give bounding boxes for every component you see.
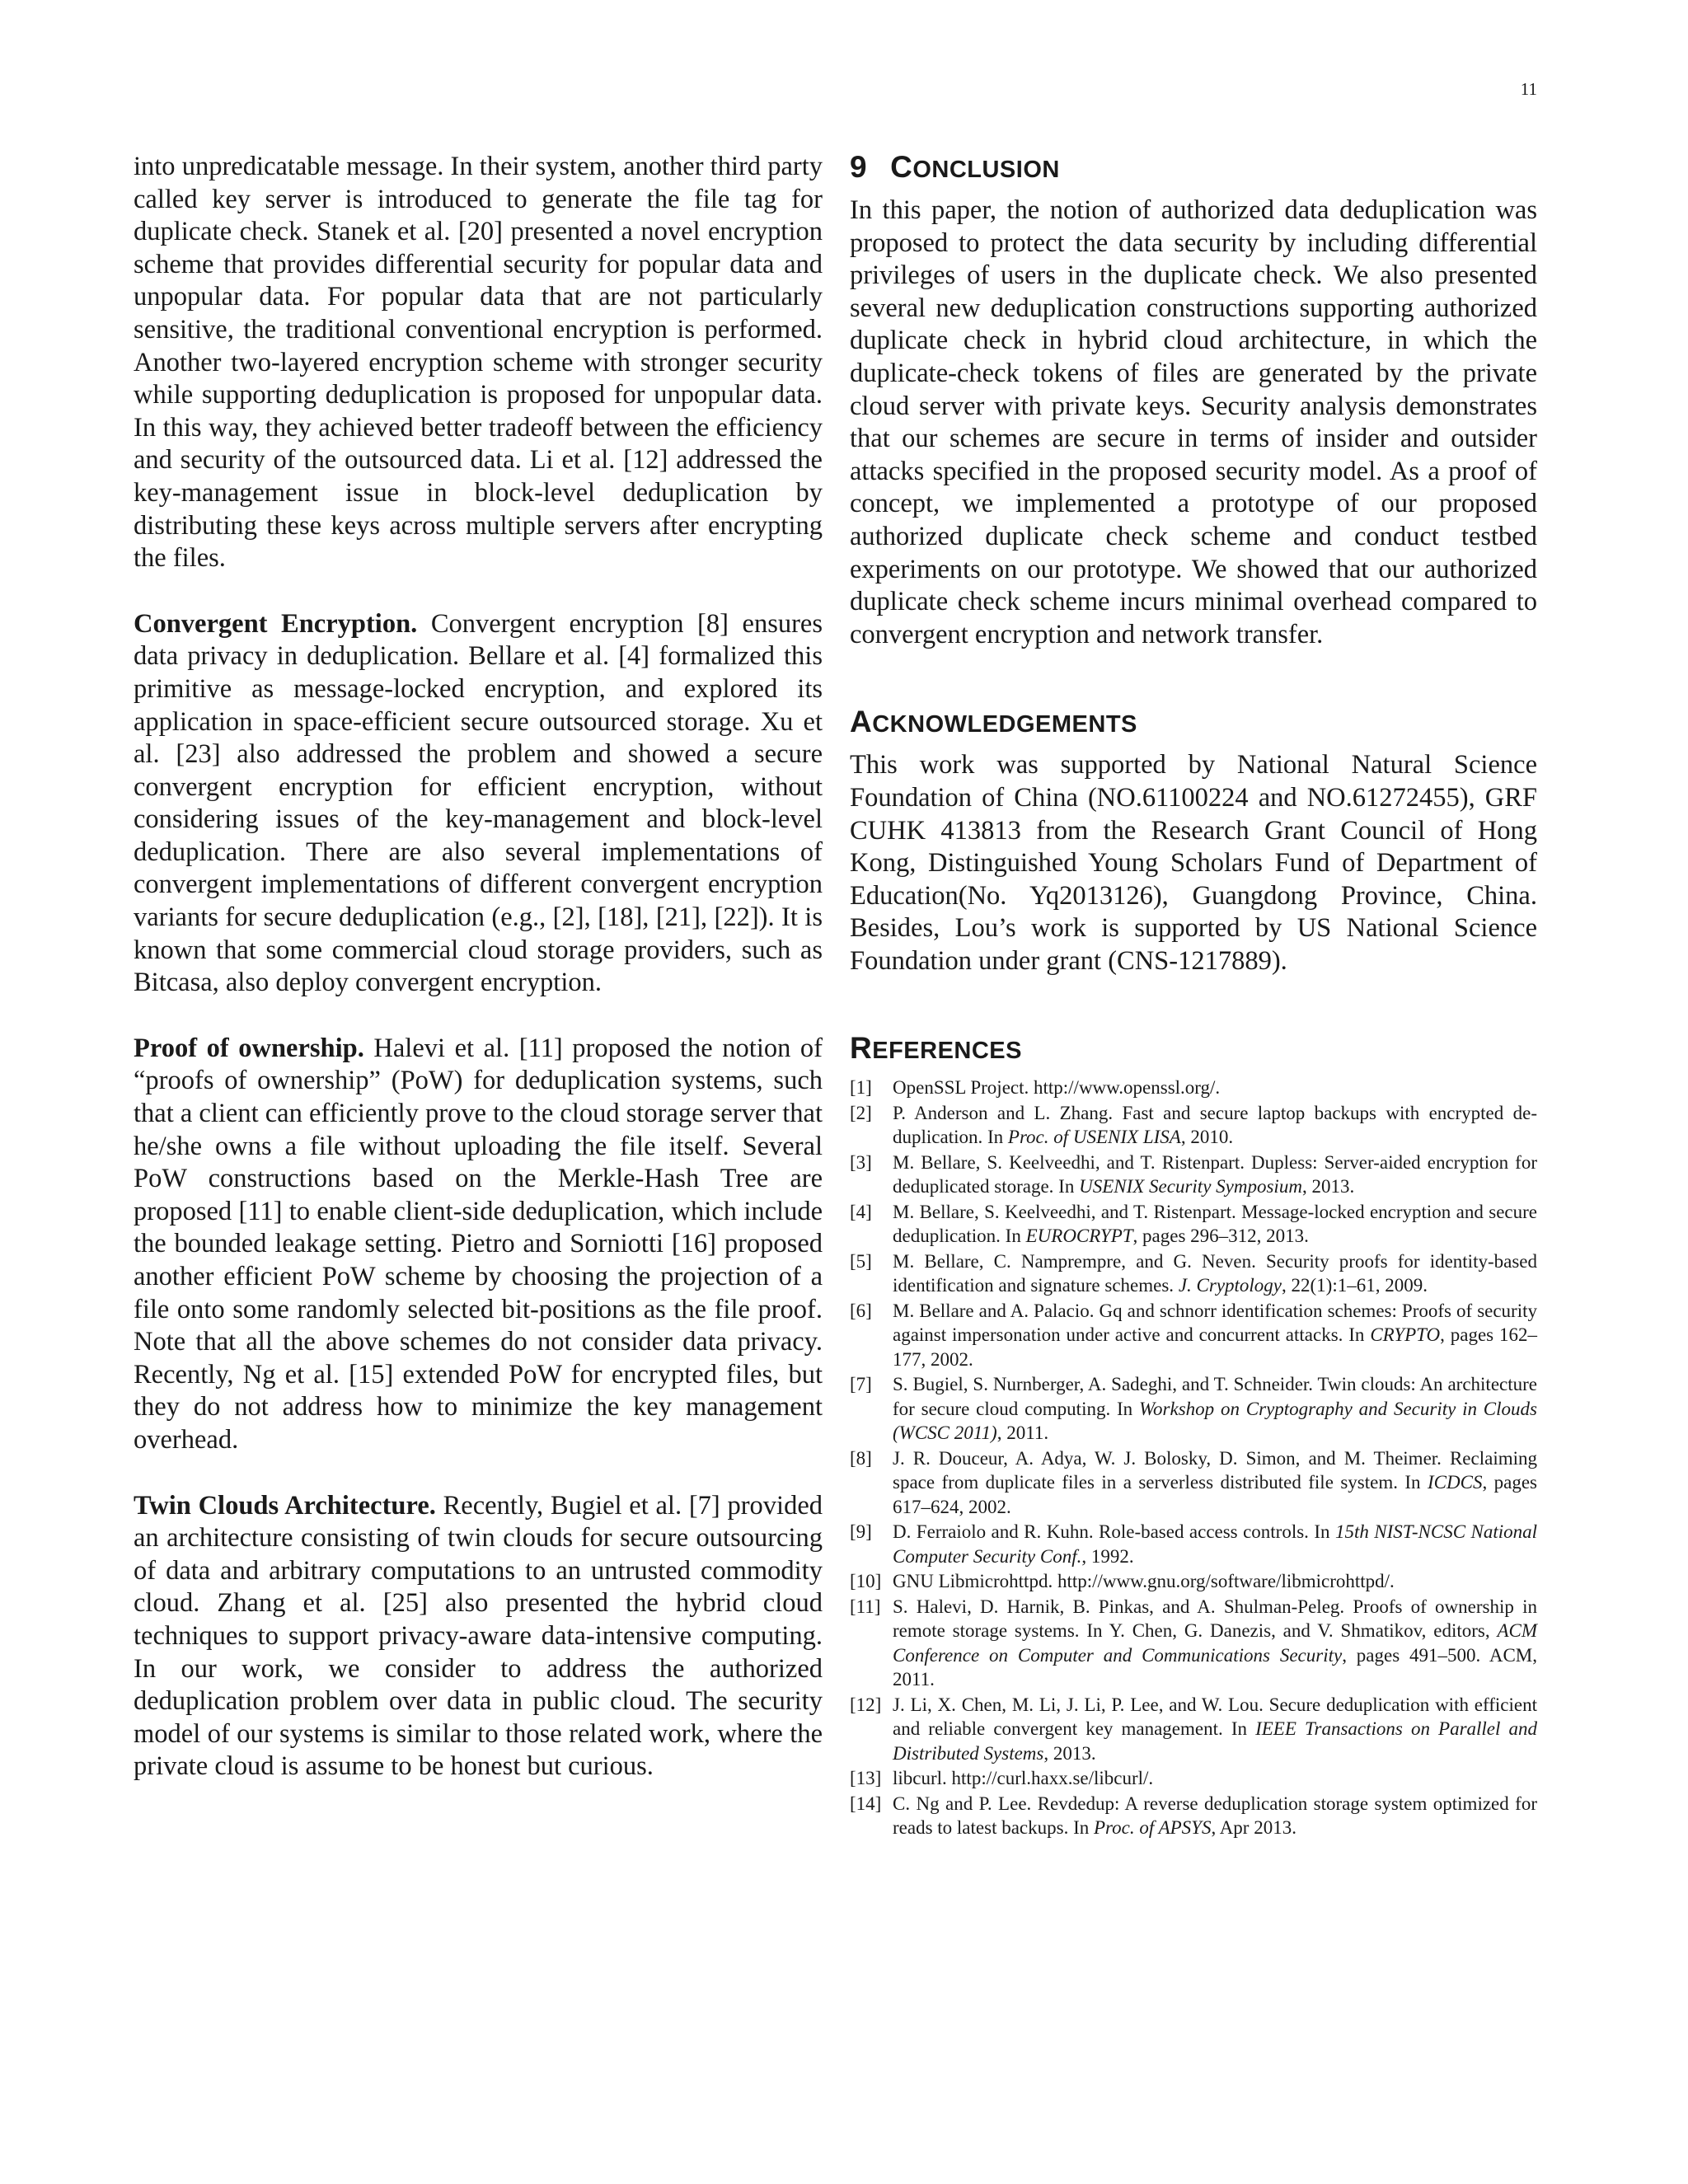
references-list (850, 1076, 1537, 1840)
acknowledgements-text: This work was supported by National Natural Science Foundation of China (NO.61100224 and NO.61272455), GRF CUHK 413813 from the Research Grant Council of Hong Kong, Distinguished Young Scholars Fund of Department of Education(No. Yq2013126), Guangdong Province, China. Besides, Lou’s work is supported by US National Science Foundation under grant (CNS-1217889). (850, 750, 1537, 976)
reference-item: [14] C. Ng and P. Lee. Revdedup: A reverse deduplication storage system optimized for reads to latest backups. In Proc. of APSYS, Apr 2013. (850, 1793, 1537, 1839)
reference-item: [13] libcurl. http://curl.haxx.se/libcurl/. (850, 1768, 1154, 1789)
reference-item: [7] S. Bugiel, S. Nurnberger, A. Sadeghi, and T. Schneider. Twin clouds: An architecture for secure cloud computing. In Workshop on Cryptography and Security in Clouds (WCSC 2011), 2011. (850, 1374, 1537, 1444)
conclusion-text: In this paper, the notion of authorized data deduplication was proposed to protect the data security by including differential privileges of users in the duplicate check. We also presented several new deduplication constructions supporting authorized duplicate check in hybrid cloud architecture, in which the duplicate-check tokens of files are generated by the private cloud server with private keys. Security analysis demonstrates that our schemes are secure in terms of insider and outsider attacks specified in the proposed security model. As a proof of concept, we implemented a prototype of our proposed authorized duplicate check scheme and conduct testbed experiments on our prototype. We showed that our authorized duplicate check scheme incurs minimal overhead compared to convergent encryption and network transfer. (850, 195, 1537, 649)
convergent-encryption-text: Convergent encryption [8] ensures data privacy in deduplication. Bellare et al. [4] formalized this primitive as message-locked encryption, and explored its application in space-efficient secure outsourced storage. Xu et al. [23] also addressed the problem and showed a secure convergent encryption for efficient encryption, without considering issues of the key-management and block-level deduplication. There are also several implementations of convergent implementations of different convergent encryption variants for secure deduplication (e.g., [2], [18], [21], [22]). It is known that some commercial cloud storage providers, such as Bitcasa, also deploy convergent encryption. (134, 608, 823, 998)
reference-item: [9] D. Ferraiolo and R. Kuhn. Role-based access controls. In 15th NIST-NCSC National Computer Security Conf., 1992. (850, 1521, 1537, 1567)
reference-item: [11] S. Halevi, D. Harnik, B. Pinkas, and A. Shulman-Peleg. Proofs of ownership in remote storage systems. In Y. Chen, G. Danezis, and V. Shmatikov, editors, ACM Conference on Computer and Communications Security, pages 491–500. ACM, 2011. (850, 1596, 1537, 1690)
intro-paragraph: into unpredicatable message. In their system, another third party called key server is introduced to generate the file tag for duplicate check. Stanek et al. [20] presented a novel encryption scheme that provides differential security for popular data and unpopular data. For popular data that are not particularly sensitive, the traditional conventional encryption is performed. Another two-layered encryption scheme with stronger security while supporting deduplication is proposed for unpopular data. In this way, they achieved better tradeoff between the efficiency and security of the outsourced data. Li et al. [12] addressed the key-management issue in block-level deduplication by distributing these keys across multiple servers after encrypting the files. (134, 152, 823, 574)
reference-item: [8] J. R. Douceur, A. Adya, W. J. Bolosky, D. Simon, and M. Theimer. Reclaiming space from duplicate files in a serverless distributed file system. In ICDCS, pages 617–624, 2002. (850, 1447, 1537, 1517)
reference-item: [4] M. Bellare, S. Keelveedhi, and T. Ristenpart. Message-locked encryption and secure deduplication. In EUROCRYPT, pages 296–312, 2013. (850, 1201, 1537, 1247)
twin-clouds-paragraph (134, 1490, 823, 1783)
convergent-encryption-title: Convergent Encryption. (134, 608, 418, 639)
references-heading: REFERENCES (850, 1031, 1022, 1066)
reference-item: [10] GNU Libmicrohttpd. http://www.gnu.org/software/libmicrohttpd/. (850, 1571, 1395, 1592)
reference-item: [5] M. Bellare, C. Namprempre, and G. Neven. Security proofs for identity-based identification and signature schemes. J. Cryptology, 22(1):1–61, 2009. (850, 1250, 1537, 1296)
conclusion-section-number: 9 (850, 150, 868, 184)
convergent-encryption-paragraph (134, 608, 823, 1000)
reference-item: [12] J. Li, X. Chen, M. Li, J. Li, P. Lee, and W. Lou. Secure deduplication with efficient and reliable convergent key management. In IEEE Transactions on Parallel and Distributed Systems, 2013. (850, 1694, 1537, 1764)
twin-clouds-title: Twin Clouds Architecture. (134, 1490, 436, 1521)
reference-item: [3] M. Bellare, S. Keelveedhi, and T. Ristenpart. Dupless: Server-aided encryption for deduplicated storage. In USENIX Security Symposium, 2013. (850, 1151, 1537, 1197)
proof-of-ownership-title: Proof of ownership. (134, 1033, 364, 1063)
left-column (134, 151, 823, 1783)
conclusion-heading: 9 CONCLUSION (850, 150, 1060, 184)
reference-item: [2] P. Anderson and L. Zhang. Fast and secure laptop backups with encrypted de-duplication. In Proc. of USENIX LISA, 2010. (850, 1102, 1537, 1148)
acknowledgements-heading: ACKNOWLEDGEMENTS (850, 705, 1137, 739)
reference-item: [1] OpenSSL Project. http://www.openssl.org/. (850, 1077, 1221, 1099)
proof-of-ownership-paragraph (134, 1033, 823, 1457)
page-number: 11 (1520, 79, 1537, 99)
twin-clouds-text: Recently, Bugiel et al. [7] provided an architecture consisting of twin clouds for secure outsourcing of data and arbitrary computations to an untrusted commodity cloud. Zhang et al. [25] also presented the hybrid cloud techniques to support privacy-aware data-intensive computing. In our work, we consider to address the authorized deduplication problem over data in public cloud. The security model of our systems is similar to those related work, where the private cloud is assume to be honest but curious. (134, 1490, 823, 1782)
reference-item: [6] M. Bellare and A. Palacio. Gq and schnorr identification schemes: Proofs of security against impersonation under active and concurrent attacks. In CRYPTO, pages 162–177, 2002. (850, 1300, 1537, 1370)
right-column (850, 151, 1537, 1841)
proof-of-ownership-text: Halevi et al. [11] proposed the notion of “proofs of ownership” (PoW) for deduplication systems, such that a client can efficiently prove to the cloud storage server that he/she owns a file without uploading the file itself. Several PoW constructions based on the Merkle-Hash Tree are proposed [11] to enable client-side deduplication, which include the bounded leakage setting. Pietro and Sorniotti [16] proposed another efficient PoW scheme by choosing the projection of a file onto some randomly selected bit-positions as the file proof. Note that all the above schemes do not consider data privacy. Recently, Ng et al. [15] extended PoW for encrypted files, but they do not address how to minimize the key management overhead. (134, 1033, 823, 1455)
